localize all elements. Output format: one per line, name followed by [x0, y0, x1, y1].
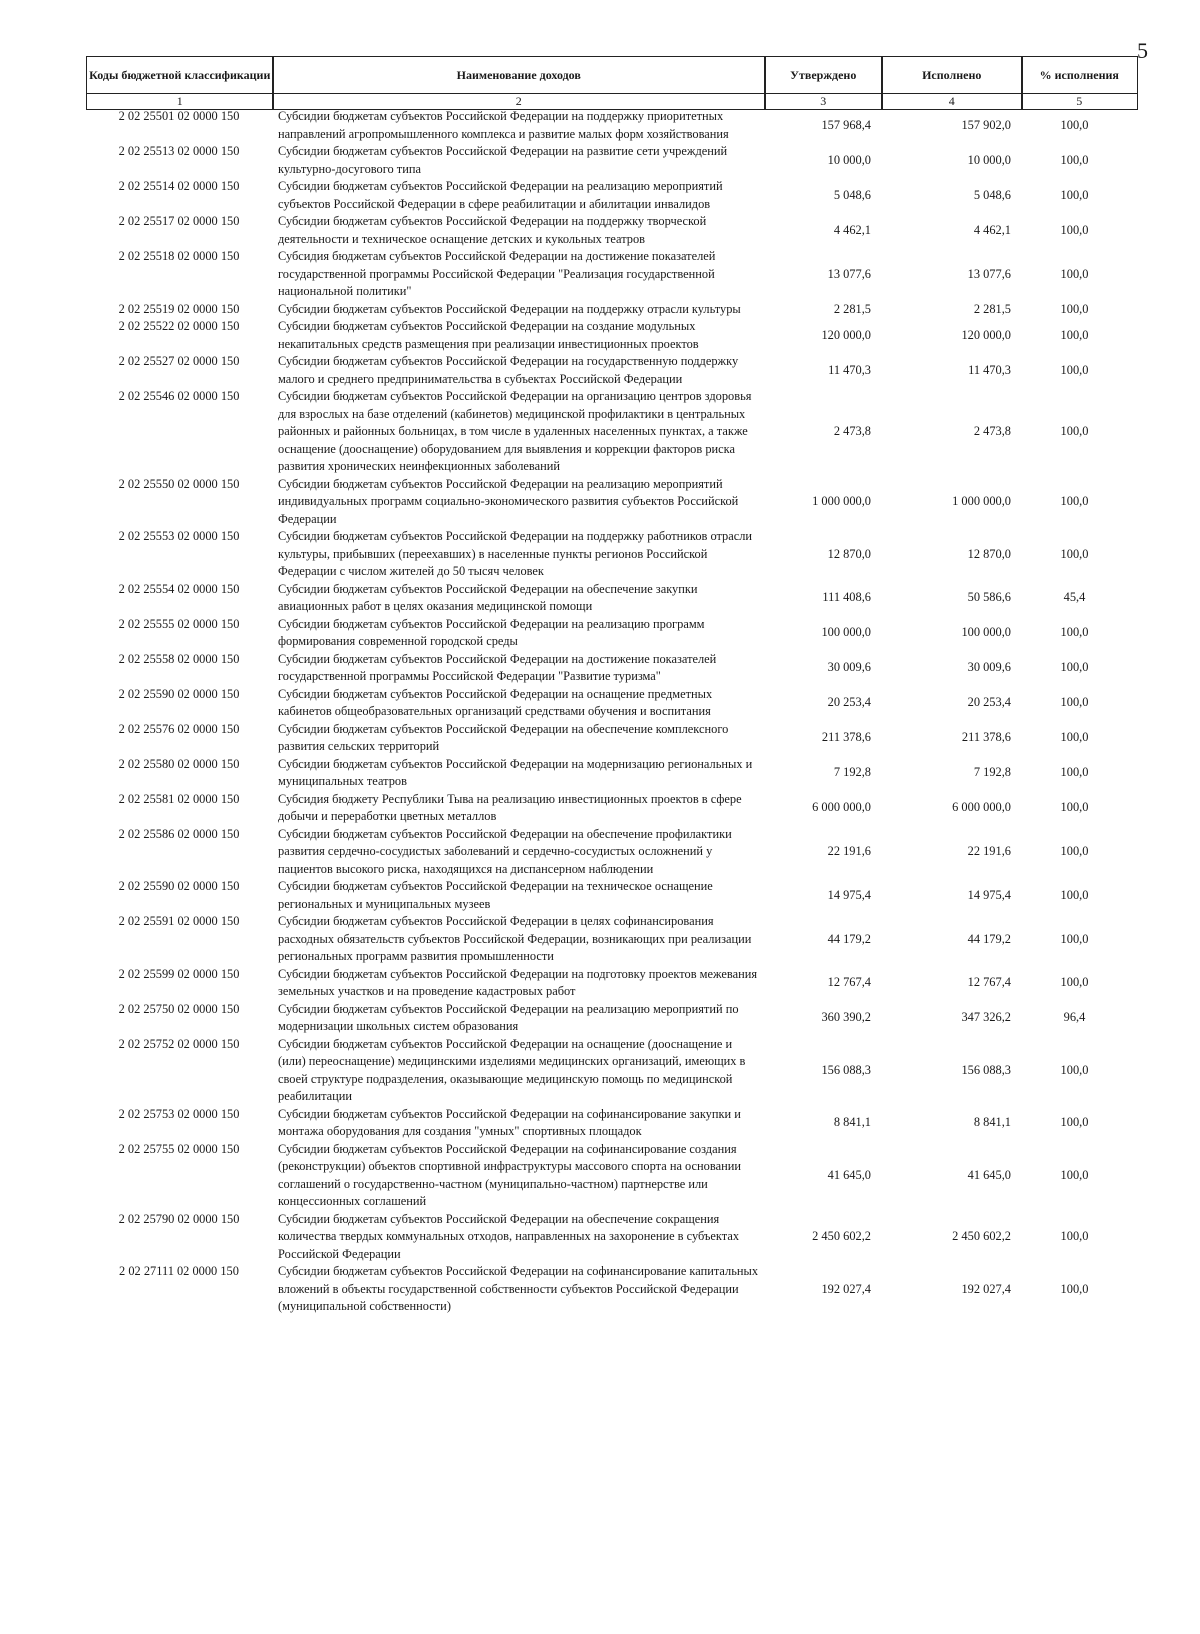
executed-amount-cell: 22 191,6: [967, 844, 1011, 858]
execution-percent-cell: 100,0: [1060, 1167, 1089, 1182]
execution-percent-cell: 100,0: [1060, 266, 1089, 281]
budget-code-cell: 2 02 25591 02 0000 150: [118, 914, 240, 928]
executed-amount-cell: 13 077,6: [967, 266, 1011, 281]
approved-amount-cell: 111 408,6: [822, 590, 871, 605]
revenue-name-cell: Субсидии бюджетам субъектов Российской Федерации на модернизацию региональных и муниципальных театров: [278, 756, 753, 788]
budget-code-cell: 2 02 25755 02 0000 150: [118, 1141, 240, 1156]
header-budget-codes: Коды бюджетной классификации: [86, 56, 274, 94]
revenue-table: [86, 56, 1136, 1316]
header-revenue-name: Наименование доходов: [272, 56, 766, 94]
revenue-name-cell: Субсидии бюджетам субъектов Российской Федерации на софинансирование создания (реконструкции) объектов спортивной инфраструктуры массового спорта на основании соглашений о государственно-частном (муниципально-частном) партнерстве или концессионных соглашений: [278, 1141, 741, 1208]
revenue-name-cell: Субсидии бюджетам субъектов Российской Федерации на реализацию мероприятий субъектов Российской Федерации в сфере реабилитации и абилитации инвалидов: [278, 179, 723, 211]
header-number-1: 1: [86, 93, 274, 110]
execution-percent-cell: 100,0: [1060, 187, 1089, 202]
approved-amount-cell: 156 088,3: [821, 1062, 871, 1077]
execution-percent-cell: 100,0: [1060, 494, 1089, 508]
executed-amount-cell: 1 000 000,0: [952, 494, 1011, 508]
execution-percent-cell: 100,0: [1060, 800, 1089, 815]
approved-amount-cell: 100 000,0: [821, 625, 871, 640]
revenue-name-cell: Субсидии бюджетам субъектов Российской Федерации на обеспечение закупки авиационных работ в целях оказания медицинской помощи: [278, 581, 698, 613]
approved-amount-cell: 360 390,2: [821, 1010, 871, 1025]
revenue-name-cell: Субсидии бюджетам субъектов Российской Федерации на обеспечение комплексного развития сельских территорий: [278, 721, 729, 753]
executed-amount-cell: 100 000,0: [961, 625, 1011, 640]
approved-amount-cell: 44 179,2: [827, 931, 871, 946]
execution-percent-cell: 100,0: [1060, 730, 1089, 745]
approved-amount-cell: 6 000 000,0: [812, 800, 871, 815]
executed-amount-cell: 120 000,0: [961, 327, 1011, 342]
approved-amount-cell: 120 000,0: [821, 327, 871, 342]
budget-code-cell: 2 02 25519 02 0000 150: [118, 301, 240, 316]
execution-percent-cell: 100,0: [1060, 117, 1089, 132]
execution-percent-cell: 100,0: [1060, 660, 1089, 675]
execution-percent-cell: 100,0: [1060, 546, 1089, 561]
executed-amount-cell: 2 473,8: [973, 424, 1011, 438]
revenue-name-cell: Субсидии бюджетам субъектов Российской Федерации на государственную поддержку малого и среднего предпринимательства в субъектах Российской Федерации: [278, 354, 739, 386]
header-executed: Исполнено: [881, 56, 1023, 94]
revenue-name-cell: Субсидии бюджетам субъектов Российской Федерации на обеспечение сокращения количества твердых коммунальных отходов, направленных на захоронение в субъектах Российской Федерации: [278, 1211, 740, 1261]
executed-amount-cell: 10 000,0: [967, 152, 1011, 167]
revenue-name-cell: Субсидия бюджетам субъектов Российской Федерации на достижение показателей государственной программы Российской Федерации "Реализация государственной национальной политики": [278, 249, 716, 298]
budget-code-cell: 2 02 25546 02 0000 150: [118, 389, 240, 403]
executed-amount-cell: 12 767,4: [967, 975, 1011, 990]
budget-code-cell: 2 02 25518 02 0000 150: [118, 249, 240, 263]
execution-percent-cell: 100,0: [1060, 1062, 1089, 1077]
executed-amount-cell: 157 902,0: [961, 117, 1011, 132]
approved-amount-cell: 20 253,4: [827, 695, 871, 710]
execution-percent-cell: 100,0: [1060, 1281, 1089, 1296]
approved-amount-cell: 41 645,0: [827, 1167, 871, 1182]
revenue-name-cell: Субсидии бюджетам субъектов Российской Федерации на подготовку проектов межевания земельных участков и на проведение кадастровых работ: [278, 966, 758, 998]
execution-percent-cell: 96,4: [1063, 1010, 1086, 1025]
approved-amount-cell: 12 767,4: [827, 975, 871, 990]
budget-code-cell: 2 02 25590 02 0000 150: [118, 879, 240, 893]
revenue-name-cell: Субсидии бюджетам субъектов Российской Федерации на техническое оснащение региональных и муниципальных музеев: [278, 879, 713, 911]
revenue-name-cell: Субсидии бюджетам субъектов Российской Федерации на реализацию мероприятий индивидуальных программ социально-экономического развития субъектов Российской Федерации: [278, 476, 739, 526]
execution-percent-cell: 100,0: [1060, 362, 1089, 377]
approved-amount-cell: 4 462,1: [833, 222, 871, 237]
budget-code-cell: 2 02 25576 02 0000 150: [118, 721, 240, 736]
revenue-name-cell: Субсидии бюджетам субъектов Российской Федерации на достижение показателей государственной программы Российской Федерации "Развитие туризма": [278, 651, 717, 683]
approved-amount-cell: 11 470,3: [828, 362, 871, 377]
budget-code-cell: 2 02 25599 02 0000 150: [118, 966, 240, 981]
budget-code-cell: 2 02 25750 02 0000 150: [118, 1001, 240, 1016]
approved-amount-cell: 8 841,1: [833, 1115, 871, 1130]
executed-amount-cell: 6 000 000,0: [952, 800, 1011, 815]
revenue-name-cell: Субсидии бюджетам субъектов Российской Федерации на поддержку творческой деятельности и техническое оснащение детских и кукольных театров: [278, 214, 707, 246]
header-number-4: 4: [881, 93, 1023, 110]
executed-amount-cell: 12 870,0: [967, 546, 1011, 561]
budget-code-cell: 2 02 25550 02 0000 150: [118, 476, 240, 491]
budget-code-cell: 2 02 25555 02 0000 150: [118, 616, 240, 631]
budget-code-cell: 2 02 25517 02 0000 150: [118, 214, 240, 228]
header-approved: Утверждено: [764, 56, 883, 94]
executed-amount-cell: 11 470,3: [968, 362, 1011, 377]
execution-percent-cell: 100,0: [1060, 301, 1089, 316]
approved-amount-cell: 211 378,6: [821, 730, 871, 745]
revenue-name-cell: Субсидии бюджетам субъектов Российской Федерации на обеспечение профилактики развития сердечно-сосудистых заболеваний и сердечно-сосудистых осложнений у пациентов высокого риска, находящихся на диспансерном наблюдении: [278, 826, 732, 876]
executed-amount-cell: 2 281,5: [973, 301, 1011, 316]
revenue-name-cell: Субсидия бюджету Республики Тыва на реализацию инвестиционных проектов в сфере добычи и переработки цветных металлов: [278, 791, 742, 823]
budget-code-cell: 2 02 25514 02 0000 150: [118, 179, 240, 193]
budget-code-cell: 2 02 25513 02 0000 150: [118, 144, 240, 158]
budget-code-cell: 2 02 25558 02 0000 150: [118, 651, 240, 666]
approved-amount-cell: 10 000,0: [827, 152, 871, 167]
budget-code-cell: 2 02 25554 02 0000 150: [118, 581, 240, 596]
approved-amount-cell: 157 968,4: [821, 117, 871, 132]
executed-amount-cell: 5 048,6: [973, 187, 1011, 202]
executed-amount-cell: 347 326,2: [961, 1010, 1011, 1025]
executed-amount-cell: 50 586,6: [967, 590, 1011, 605]
header-number-3: 3: [764, 93, 883, 110]
budget-code-cell: 2 02 25522 02 0000 150: [118, 319, 240, 333]
page-number: 5: [1137, 38, 1148, 63]
revenue-name-cell: Субсидии бюджетам субъектов Российской Федерации на софинансирование капитальных вложений в объекты государственной собственности субъектов Российской Федерации (муниципальной собственности): [278, 1264, 759, 1313]
budget-code-cell: 2 02 25553 02 0000 150: [118, 529, 240, 543]
revenue-name-cell: Субсидии бюджетам субъектов Российской Федерации на поддержку работников отрасли культуры, прибывших (переехавших) в населенные пункты регионов Российской Федерации с числом жителей до 50 тысяч человек: [278, 529, 753, 578]
approved-amount-cell: 5 048,6: [833, 187, 871, 202]
budget-code-cell: 2 02 25590 02 0000 150: [118, 686, 240, 701]
approved-amount-cell: 1 000 000,0: [812, 494, 871, 508]
budget-code-cell: 2 02 25753 02 0000 150: [118, 1106, 240, 1121]
approved-amount-cell: 14 975,4: [827, 887, 871, 902]
executed-amount-cell: 211 378,6: [961, 730, 1011, 745]
header-percent: % исполнения: [1021, 56, 1138, 94]
revenue-name-cell: Субсидии бюджетам субъектов Российской Федерации на создание модульных некапитальных средств размещения при реализации инвестиционных проектов: [278, 319, 699, 351]
execution-percent-cell: 100,0: [1060, 931, 1089, 946]
approved-amount-cell: 2 473,8: [833, 424, 871, 438]
execution-percent-cell: 100,0: [1060, 975, 1089, 990]
approved-amount-cell: 13 077,6: [827, 266, 871, 281]
executed-amount-cell: 192 027,4: [961, 1281, 1011, 1296]
revenue-name-cell: Субсидии бюджетам субъектов Российской Федерации на развитие сети учреждений культурно-досугового типа: [278, 144, 728, 176]
revenue-name-cell: Субсидии бюджетам субъектов Российской Федерации на реализацию программ формирования современной городской среды: [278, 616, 705, 648]
execution-percent-cell: 100,0: [1060, 844, 1089, 858]
budget-code-cell: 2 02 25752 02 0000 150: [118, 1036, 240, 1051]
header-number-5: 5: [1021, 93, 1138, 110]
executed-amount-cell: 156 088,3: [961, 1062, 1011, 1077]
executed-amount-cell: 44 179,2: [967, 931, 1011, 946]
revenue-name-cell: Субсидии бюджетам субъектов Российской Федерации на поддержку приоритетных направлений агропромышленного комплекса и развитие малых форм хозяйствования: [278, 109, 729, 141]
executed-amount-cell: 2 450 602,2: [952, 1229, 1011, 1243]
approved-amount-cell: 7 192,8: [833, 765, 871, 780]
revenue-name-cell: Субсидии бюджетам субъектов Российской Федерации на организацию центров здоровья для взрослых на базе отделений (кабинетов) медицинской профилактики в центральных районных и районных больницах, в том числе в удаленных населенных пунктах, а также оснащение (дооснащение) оборудованием для выявления и коррекции факторов риска развития хронических неинфекционных заболеваний: [278, 389, 752, 473]
execution-percent-cell: 100,0: [1060, 765, 1089, 780]
budget-code-cell: 2 02 25580 02 0000 150: [118, 756, 240, 771]
executed-amount-cell: 7 192,8: [973, 765, 1011, 780]
executed-amount-cell: 30 009,6: [967, 660, 1011, 675]
approved-amount-cell: 30 009,6: [827, 660, 871, 675]
revenue-name-cell: Субсидии бюджетам субъектов Российской Федерации на оснащение (дооснащение и (или) переоснащение) медицинскими изделиями медицинских организаций, имеющих в своей структуре подразделения, оказывающие медицинскую помощь по медицинской реабилитации: [278, 1036, 746, 1103]
execution-percent-cell: 100,0: [1060, 695, 1089, 710]
execution-percent-cell: 100,0: [1060, 1115, 1089, 1130]
execution-percent-cell: 100,0: [1060, 222, 1089, 237]
execution-percent-cell: 100,0: [1060, 424, 1089, 438]
approved-amount-cell: 192 027,4: [821, 1281, 871, 1296]
execution-percent-cell: 100,0: [1060, 887, 1089, 902]
budget-code-cell: 2 02 25581 02 0000 150: [118, 791, 240, 806]
executed-amount-cell: 20 253,4: [967, 695, 1011, 710]
revenue-name-cell: Субсидии бюджетам субъектов Российской Федерации на софинансирование закупки и монтажа оборудования для создания "умных" спортивных площадок: [278, 1106, 741, 1138]
approved-amount-cell: 2 281,5: [833, 301, 871, 316]
execution-percent-cell: 45,4: [1063, 590, 1086, 605]
executed-amount-cell: 4 462,1: [973, 222, 1011, 237]
approved-amount-cell: 22 191,6: [827, 844, 871, 858]
executed-amount-cell: 8 841,1: [973, 1115, 1011, 1130]
execution-percent-cell: 100,0: [1060, 625, 1089, 640]
revenue-name-cell: Субсидии бюджетам субъектов Российской Федерации на поддержку отрасли культуры: [278, 301, 741, 316]
approved-amount-cell: 12 870,0: [827, 546, 871, 561]
execution-percent-cell: 100,0: [1060, 327, 1089, 342]
header-number-2: 2: [272, 93, 766, 110]
budget-code-cell: 2 02 27111 02 0000 150: [119, 1264, 239, 1278]
budget-code-cell: 2 02 25790 02 0000 150: [118, 1211, 240, 1226]
budget-code-cell: 2 02 25527 02 0000 150: [118, 354, 240, 368]
executed-amount-cell: 14 975,4: [967, 887, 1011, 902]
execution-percent-cell: 100,0: [1060, 1229, 1089, 1243]
revenue-name-cell: Субсидии бюджетам субъектов Российской Федерации в целях софинансирования расходных обязательств субъектов Российской Федерации, возникающих при реализации региональных программ развития промышленности: [278, 914, 752, 963]
approved-amount-cell: 2 450 602,2: [812, 1229, 871, 1243]
execution-percent-cell: 100,0: [1060, 152, 1089, 167]
executed-amount-cell: 41 645,0: [967, 1167, 1011, 1182]
revenue-name-cell: Субсидии бюджетам субъектов Российской Федерации на оснащение предметных кабинетов общеобразовательных организаций средствами обучения и воспитания: [278, 686, 713, 718]
revenue-name-cell: Субсидии бюджетам субъектов Российской Федерации на реализацию мероприятий по модернизации школьных систем образования: [278, 1001, 739, 1033]
budget-code-cell: 2 02 25586 02 0000 150: [118, 826, 240, 841]
budget-code-cell: 2 02 25501 02 0000 150: [118, 109, 240, 123]
